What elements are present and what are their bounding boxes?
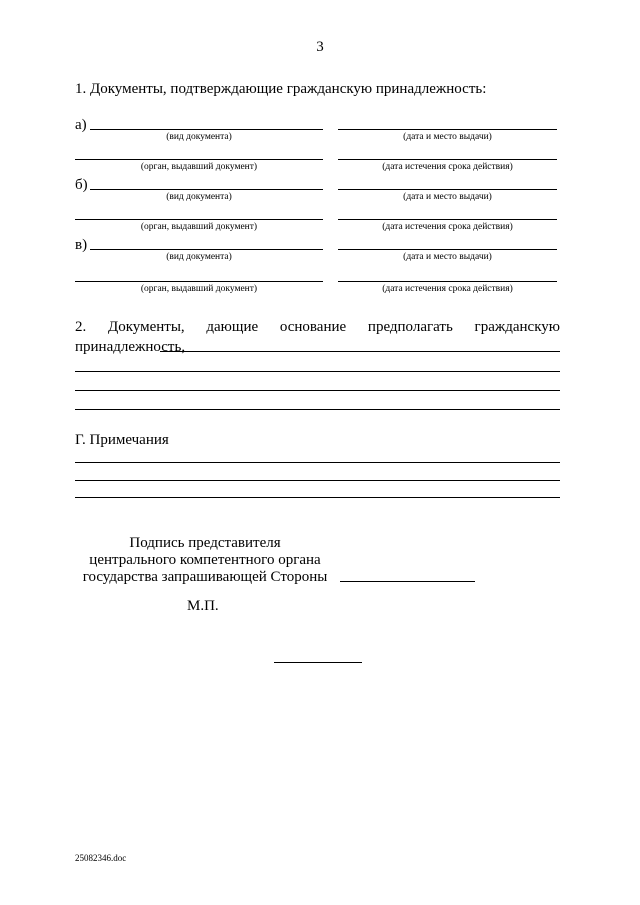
item-c-authority-line[interactable] xyxy=(75,281,323,282)
closing-separator xyxy=(274,662,362,663)
page-number: 3 xyxy=(316,39,324,55)
section1-heading: 1. Документы, подтверждающие гражданскую принадлежность: xyxy=(75,81,487,97)
item-b-authority-line[interactable] xyxy=(75,219,323,220)
item-a-expiry-caption: (дата истечения срока действия) xyxy=(382,162,513,172)
notes-heading: Г. Примечания xyxy=(75,432,169,448)
item-a-expiry-line[interactable] xyxy=(338,159,557,160)
item-c-authority-caption: (орган, выдавший документ) xyxy=(140,284,258,294)
notes-line-1[interactable] xyxy=(75,462,560,463)
item-b-authority-caption: (орган, выдавший документ) xyxy=(140,222,258,232)
item-b-expiry-caption: (дата истечения срока действия) xyxy=(382,222,513,232)
section2-answer-line-4[interactable] xyxy=(75,409,560,410)
item-c-expiry-caption: (дата истечения срока действия) xyxy=(382,284,513,294)
item-a-issue-date-caption: (дата и место выдачи) xyxy=(403,132,492,142)
item-b-issue-date-caption: (дата и место выдачи) xyxy=(403,192,492,202)
signature-label-line-2: центрального компетентного органа xyxy=(89,552,321,568)
item-c-doc-type-line[interactable] xyxy=(90,249,323,250)
item-b-issue-date-line[interactable] xyxy=(338,189,557,190)
item-b-marker: б) xyxy=(75,177,88,193)
item-a-authority-line[interactable] xyxy=(75,159,323,160)
notes-line-3[interactable] xyxy=(75,497,560,498)
item-b-expiry-line[interactable] xyxy=(338,219,557,220)
item-c-issue-date-line[interactable] xyxy=(338,249,557,250)
signature-line[interactable] xyxy=(340,581,475,582)
item-c-doc-type-caption: (вид документа) xyxy=(166,252,232,262)
signature-label-line-1: Подпись представителя xyxy=(129,535,281,551)
item-a-issue-date-line[interactable] xyxy=(338,129,557,130)
item-c-expiry-line[interactable] xyxy=(338,281,557,282)
item-a-doc-type-caption: (вид документа) xyxy=(166,132,232,142)
footer-filename: 25082346.doc xyxy=(75,853,127,863)
section2-answer-line-3[interactable] xyxy=(75,390,560,391)
notes-line-2[interactable] xyxy=(75,480,560,481)
item-a-marker: а) xyxy=(75,117,87,133)
stamp-label: М.П. xyxy=(187,598,219,614)
item-b-doc-type-line[interactable] xyxy=(90,189,323,190)
item-b-doc-type-caption: (вид документа) xyxy=(166,192,232,202)
section2-answer-line-1[interactable] xyxy=(160,351,560,352)
section2-answer-line-2[interactable] xyxy=(75,371,560,372)
item-c-marker: в) xyxy=(75,237,88,253)
section2-heading: 2. Документы, дающие основание предполагать гражданскую xyxy=(75,319,560,335)
item-a-doc-type-line[interactable] xyxy=(90,129,323,130)
signature-label-line-3: государства запрашивающей Стороны xyxy=(82,569,328,585)
section2-heading-cont: принадлежность, xyxy=(75,339,186,355)
item-c-issue-date-caption: (дата и место выдачи) xyxy=(403,252,492,262)
item-a-authority-caption: (орган, выдавший документ) xyxy=(140,162,258,172)
